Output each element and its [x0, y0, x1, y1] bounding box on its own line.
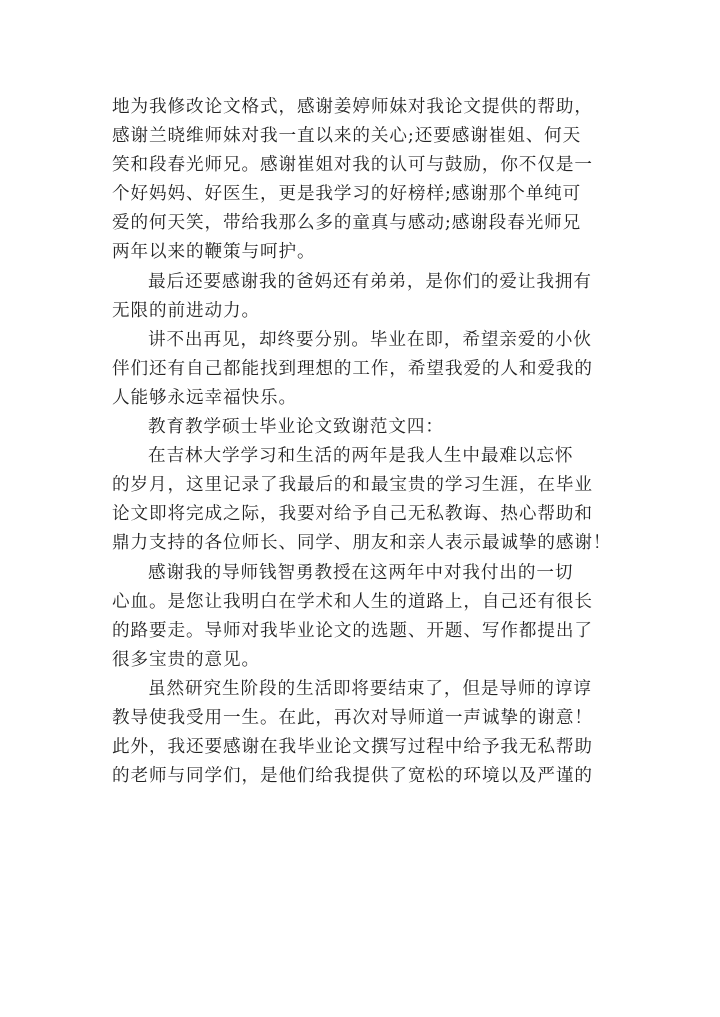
text-line: 爱的何天笑，带给我那么多的童真与感动;感谢段春光师兄 — [112, 213, 582, 234]
text-line: 人能够永远幸福快乐。 — [112, 387, 297, 408]
text-line: 鼎力支持的各位师长、同学、朋友和亲人表示最诚挚的感谢！ — [112, 533, 612, 554]
text-line: 此外，我还要感谢在我毕业论文撰写过程中给予我无私帮助 — [112, 737, 593, 758]
text-line: 的路要走。导师对我毕业论文的选题、开题、写作都提出了 — [112, 620, 593, 641]
text-line: 的老师与同学们，是他们给我提供了宽松的环境以及严谨的 — [112, 766, 593, 787]
text-line: 在吉林大学学习和生活的两年是我人生中最难以忘怀 — [148, 446, 574, 467]
text-line: 论文即将完成之际，我要对给予自己无私教诲、热心帮助和 — [112, 504, 593, 525]
text-line: 感谢兰晓维师妹对我一直以来的关心;还要感谢崔姐、何天 — [112, 126, 582, 147]
text-line: 教育教学硕士毕业论文致谢范文四： — [148, 417, 444, 438]
text-line: 教导使我受用一生。在此，再次对导师道一声诚挚的谢意！ — [112, 707, 593, 728]
text-line: 的岁月，这里记录了我最后的和最宝贵的学习生涯，在毕业 — [112, 475, 593, 496]
text-line: 伴们还有自己都能找到理想的工作，希望我爱的人和爱我的 — [112, 358, 593, 379]
text-line: 个好妈妈、好医生，更是我学习的好榜样;感谢那个单纯可 — [112, 184, 582, 205]
text-line: 很多宝贵的意见。 — [112, 649, 260, 670]
text-line: 讲不出再见，却终要分别。毕业在即，希望亲爱的小伙 — [148, 329, 592, 350]
document-body-text — [112, 93, 622, 791]
text-line: 地为我修改论文格式，感谢姜婷师妹对我论文提供的帮助， — [112, 97, 593, 117]
text-line: 感谢我的导师钱智勇教授在这两年中对我付出的一切 — [148, 562, 574, 583]
text-line: 两年以来的鞭策与呵护。 — [112, 242, 316, 263]
text-line: 无限的前进动力。 — [112, 300, 260, 321]
text-line: 虽然研究生阶段的生活即将要结束了，但是导师的谆谆 — [148, 678, 592, 699]
text-line: 笑和段春光师兄。感谢崔姐对我的认可与鼓励，你不仅是一 — [112, 155, 593, 176]
text-line: 心血。是您让我明白在学术和人生的道路上，自己还有很长 — [112, 591, 593, 612]
text-line: 最后还要感谢我的爸妈还有弟弟，是你们的爱让我拥有 — [148, 271, 592, 292]
